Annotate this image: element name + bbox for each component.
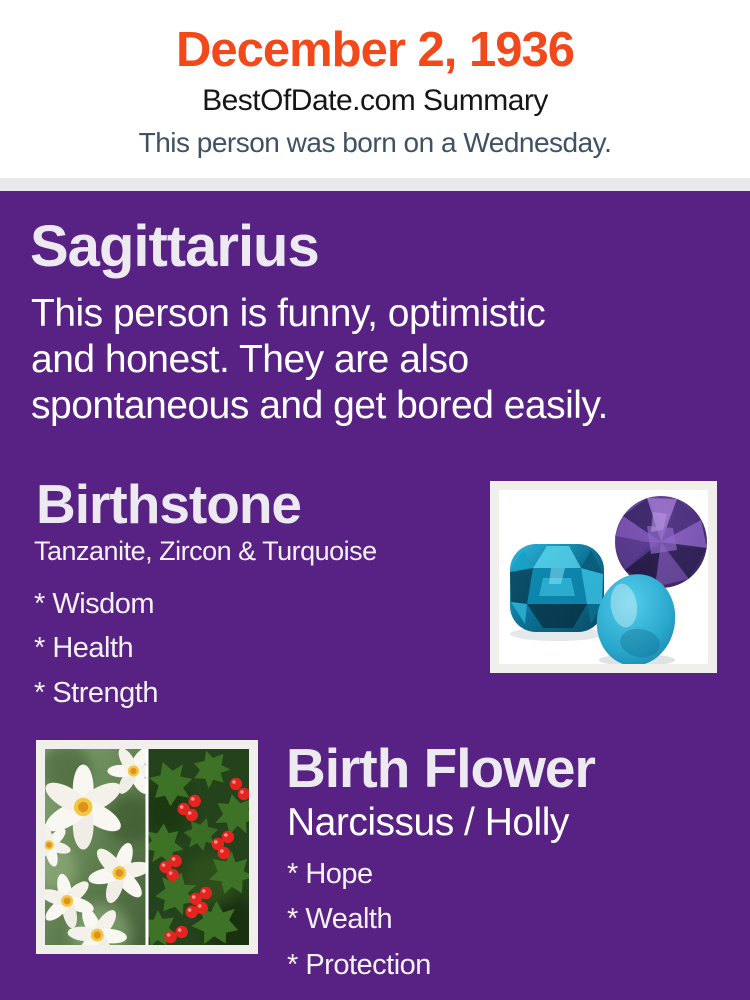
summary-panel xyxy=(0,191,750,1000)
zodiac-sign-heading: Sagittarius xyxy=(30,214,319,279)
birthstone-heading: Birthstone xyxy=(36,473,301,535)
zodiac-description-line: This person is funny, optimistic xyxy=(31,292,546,335)
flowers-illustration xyxy=(45,749,249,945)
birthstone-image-card xyxy=(490,481,717,673)
holly-photo xyxy=(134,749,249,945)
birthstone-trait: * Wisdom xyxy=(34,588,155,620)
tanzanite-gem xyxy=(615,496,707,588)
birthstone-trait: * Strength xyxy=(34,677,158,709)
zircon-gem xyxy=(510,544,604,632)
header-divider xyxy=(0,178,750,191)
zodiac-description-line: spontaneous and get bored easily. xyxy=(31,384,608,427)
photo-divider xyxy=(145,749,148,945)
page-title: December 2, 1936 xyxy=(175,23,575,77)
birth-flower-heading: Birth Flower xyxy=(286,737,595,799)
birthstone-trait: * Health xyxy=(34,632,134,664)
birthstone-image xyxy=(499,490,708,664)
gemstones-illustration xyxy=(499,490,708,664)
zodiac-description xyxy=(31,291,608,429)
birth-flower-trait: * Wealth xyxy=(287,903,393,935)
born-day-line: This person was born on a Wednesday. xyxy=(138,127,612,158)
birth-flower-names: Narcissus / Holly xyxy=(287,801,569,844)
birth-flower-trait: * Hope xyxy=(287,858,373,890)
zodiac-description-line: and honest. They are also xyxy=(31,338,469,381)
birthstone-names: Tanzanite, Zircon & Turquoise xyxy=(34,536,377,566)
site-summary: BestOfDate.com Summary xyxy=(202,84,548,117)
birth-flower-image-card xyxy=(36,740,258,954)
birth-flower-image xyxy=(45,749,249,945)
birth-flower-trait: * Protection xyxy=(287,949,431,981)
